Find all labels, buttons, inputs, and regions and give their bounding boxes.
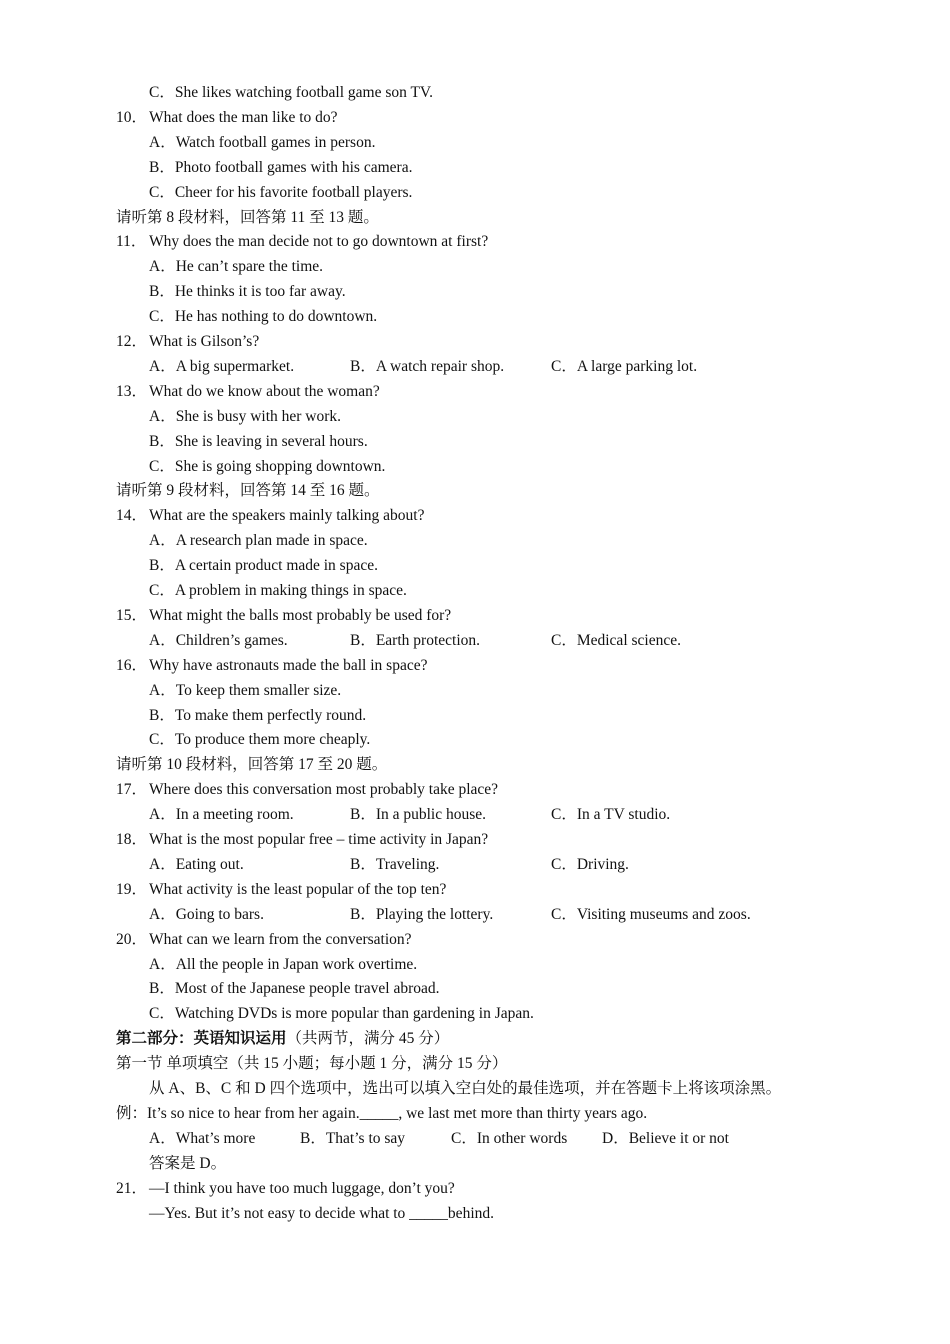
question-text: Where does this conversation most probably take place?: [149, 781, 499, 798]
option-line: B．To make them perfectly round.: [149, 707, 367, 724]
option-a: A．What’s more: [149, 1130, 256, 1147]
question-text: What activity is the least popular of the top ten?: [149, 881, 447, 898]
question-line: [116, 780, 498, 800]
option-b: B．In a public house.: [350, 806, 487, 823]
option-a: A．A big supermarket.: [149, 358, 295, 375]
question-text: What is Gilson’s?: [149, 333, 260, 350]
option-line: 答案是 D。: [149, 1155, 227, 1172]
question-line: [116, 232, 488, 252]
question-number: 12．: [116, 333, 148, 350]
option-line: A．Watch football games in person.: [149, 134, 376, 151]
option-line: C．Watching DVDs is more popular than gardening in Japan.: [149, 1005, 534, 1022]
question-number: 11．: [116, 233, 147, 250]
instruction-paragraph: 从 A、B、C 和 D 四个选项中，选出可以填入空白处的最佳选项，并在答题卡上将该项涂黑。: [149, 1080, 782, 1097]
section-note: （共两节，满分 45 分）: [286, 1030, 450, 1047]
option-a: A．In a meeting room.: [149, 806, 294, 823]
option-line: C．To produce them more cheaply.: [149, 731, 371, 748]
option-c: C．Driving.: [551, 856, 629, 873]
question-text: What do we know about the woman?: [149, 383, 380, 400]
option-line: B．A certain product made in space.: [149, 557, 378, 574]
option-a: A．Children’s games.: [149, 632, 288, 649]
option-d: D．Believe it or not: [602, 1130, 729, 1147]
option-line: A．All the people in Japan work overtime.: [149, 956, 418, 973]
question-number: 10．: [116, 109, 148, 126]
option-line: C．She likes watching football game son TV.: [149, 84, 433, 101]
question-text: What does the man like to do?: [149, 109, 338, 126]
question-number: 20．: [116, 931, 148, 948]
question-number: 21．: [116, 1180, 148, 1197]
section-title: 第二部分：英语知识运用: [116, 1030, 287, 1047]
instruction-line: 例：It’s so nice to hear from her again._____, we last met more than thirty years ago.: [116, 1105, 648, 1122]
option-line: B．He thinks it is too far away.: [149, 283, 346, 300]
option-b: B．Traveling.: [350, 856, 440, 873]
instruction-line: 第一节 单项填空（共 15 小题；每小题 1 分，满分 15 分）: [116, 1055, 508, 1072]
question-number: 14．: [116, 507, 148, 524]
question-text: Why does the man decide not to go downtown at first?: [149, 233, 489, 250]
section-heading: [116, 1029, 449, 1049]
question-line: [116, 606, 451, 626]
option-b: B．A watch repair shop.: [350, 358, 505, 375]
option-line: —Yes. But it’s not easy to decide what to _____behind.: [149, 1205, 494, 1222]
question-text: What is the most popular free – time activity in Japan?: [149, 831, 489, 848]
question-line: [116, 930, 412, 950]
option-line: B．Photo football games with his camera.: [149, 159, 413, 176]
option-line: A．To keep them smaller size.: [149, 682, 342, 699]
question-line: [116, 382, 380, 402]
question-line: [116, 830, 488, 850]
question-text: What are the speakers mainly talking about?: [149, 507, 425, 524]
question-line: [116, 332, 259, 352]
option-a: A．Going to bars.: [149, 906, 264, 923]
question-number: 18．: [116, 831, 148, 848]
question-text: What might the balls most probably be used for?: [149, 607, 452, 624]
option-b: B．Playing the lottery.: [350, 906, 494, 923]
question-number: 15．: [116, 607, 148, 624]
question-number: 17．: [116, 781, 148, 798]
option-b: B．Earth protection.: [350, 632, 480, 649]
option-line: A．She is busy with her work.: [149, 408, 342, 425]
option-line: A．He can’t spare the time.: [149, 258, 324, 275]
option-line: A．A research plan made in space.: [149, 532, 368, 549]
option-b: B．That’s to say: [300, 1130, 406, 1147]
question-number: 16．: [116, 657, 148, 674]
option-c: C．In other words: [451, 1130, 568, 1147]
option-c: C．A large parking lot.: [551, 358, 698, 375]
question-text: Why have astronauts made the ball in space?: [149, 657, 428, 674]
question-number: 13．: [116, 383, 148, 400]
option-line: B．Most of the Japanese people travel abroad.: [149, 980, 440, 997]
option-line: C．A problem in making things in space.: [149, 582, 407, 599]
question-line: [116, 506, 424, 526]
option-line: B．She is leaving in several hours.: [149, 433, 368, 450]
option-c: C．In a TV studio.: [551, 806, 671, 823]
option-line: C．Cheer for his favorite football players.: [149, 184, 413, 201]
instruction-line: 请听第 9 段材料，回答第 14 至 16 题。: [116, 482, 380, 499]
question-line: [116, 656, 427, 676]
question-line: [116, 1179, 455, 1199]
question-line: [116, 880, 446, 900]
question-text: What can we learn from the conversation?: [149, 931, 412, 948]
option-line: C．He has nothing to do downtown.: [149, 308, 378, 325]
instruction-line: 请听第 10 段材料，回答第 17 至 20 题。: [116, 756, 388, 773]
question-number: 19．: [116, 881, 148, 898]
instruction-line: 请听第 8 段材料，回答第 11 至 13 题。: [116, 209, 379, 226]
question-line: [116, 108, 338, 128]
option-c: C．Medical science.: [551, 632, 681, 649]
option-line: C．She is going shopping downtown.: [149, 458, 386, 475]
option-a: A．Eating out.: [149, 856, 244, 873]
question-text: —I think you have too much luggage, don’t you?: [149, 1180, 455, 1197]
option-c: C．Visiting museums and zoos.: [551, 906, 751, 923]
